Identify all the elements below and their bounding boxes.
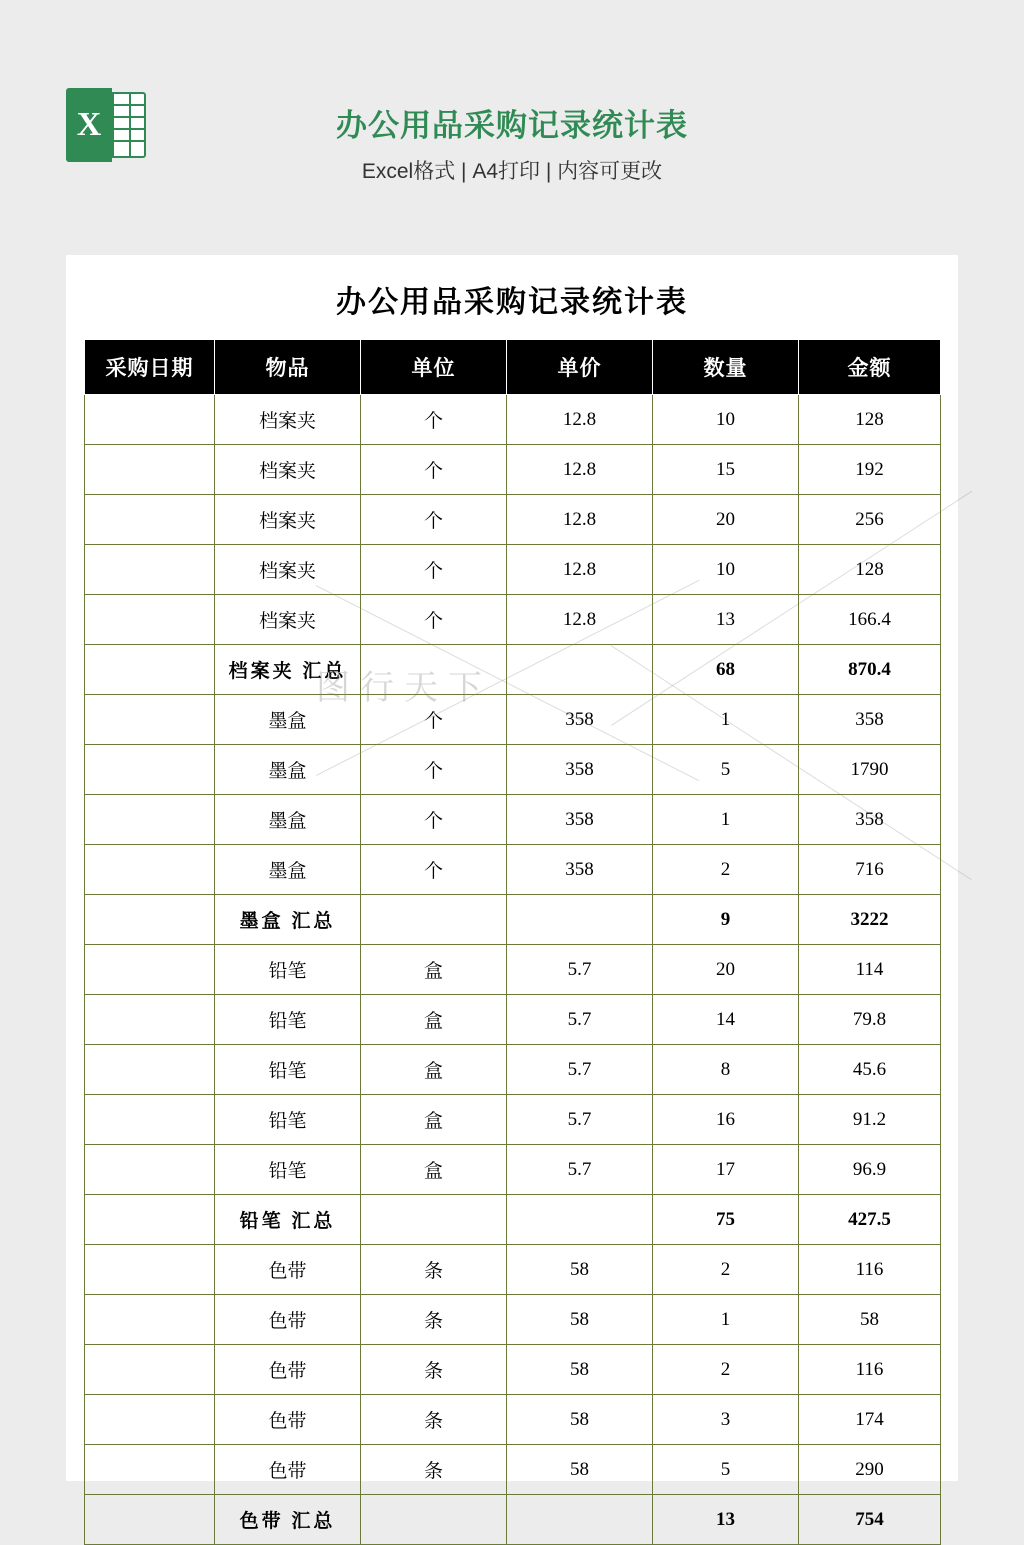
cell-date [85,495,215,545]
purchase-record-table [84,339,941,1545]
cell-unit: 条 [361,1295,507,1345]
cell-amount: 45.6 [799,1045,941,1095]
cell-qty: 2 [653,845,799,895]
table-row [85,395,941,445]
cell-date [85,945,215,995]
cell-unit: 个 [361,545,507,595]
cell-date [85,995,215,1045]
cell-unit: 个 [361,845,507,895]
cell-price: 12.8 [507,495,653,545]
cell-date [85,1395,215,1445]
cell-price: 58 [507,1445,653,1495]
cell-qty: 68 [653,645,799,695]
cell-item: 档案夹 汇总 [215,645,361,695]
cell-amount: 128 [799,395,941,445]
table-total-row [85,1195,941,1245]
cell-price: 358 [507,695,653,745]
cell-item: 色带 [215,1245,361,1295]
cell-date [85,745,215,795]
cell-date [85,1295,215,1345]
cell-amount: 1790 [799,745,941,795]
cell-price: 58 [507,1345,653,1395]
cell-price: 5.7 [507,1145,653,1195]
cell-price [507,1195,653,1245]
cell-amount: 166.4 [799,595,941,645]
cell-date [85,595,215,645]
cell-date [85,395,215,445]
cell-qty: 1 [653,795,799,845]
cell-item: 档案夹 [215,395,361,445]
cell-amount: 116 [799,1345,941,1395]
cell-qty: 10 [653,545,799,595]
table-row [85,1045,941,1095]
table-row [85,1245,941,1295]
table-row [85,945,941,995]
cell-item: 铅笔 [215,945,361,995]
table-row [85,545,941,595]
cell-qty: 2 [653,1345,799,1395]
cell-date [85,1195,215,1245]
table-row [85,795,941,845]
cell-price: 358 [507,795,653,845]
cell-amount: 128 [799,545,941,595]
table-row [85,745,941,795]
column-header-date: 采购日期 [85,340,215,395]
page-header [0,0,1024,255]
cell-amount: 58 [799,1295,941,1345]
cell-price: 5.7 [507,995,653,1045]
cell-item: 色带 [215,1445,361,1495]
cell-price: 12.8 [507,595,653,645]
table-row [85,845,941,895]
cell-amount: 192 [799,445,941,495]
cell-date [85,845,215,895]
column-header-item: 物品 [215,340,361,395]
document-sheet [66,255,958,1532]
cell-date [85,545,215,595]
cell-qty: 20 [653,945,799,995]
table-body [85,395,941,1545]
cell-item: 铅笔 [215,1095,361,1145]
cell-amount: 96.9 [799,1145,941,1195]
cell-item: 铅笔 [215,995,361,1045]
cell-qty: 1 [653,695,799,745]
excel-logo-letter: X [76,106,102,143]
cell-price: 12.8 [507,395,653,445]
cell-item: 色带 [215,1295,361,1345]
cell-amount: 174 [799,1395,941,1445]
cell-unit: 个 [361,795,507,845]
cell-amount: 358 [799,795,941,845]
cell-qty: 1 [653,1295,799,1345]
cell-unit: 条 [361,1345,507,1395]
cell-amount: 116 [799,1245,941,1295]
cell-item: 色带 [215,1345,361,1395]
cell-amount: 3222 [799,895,941,945]
cell-unit: 个 [361,395,507,445]
column-header-amount: 金额 [799,340,941,395]
cell-item: 墨盒 汇总 [215,895,361,945]
cell-date [85,1095,215,1145]
cell-qty: 5 [653,745,799,795]
cell-item: 档案夹 [215,445,361,495]
cell-price: 358 [507,745,653,795]
table-total-row [85,1495,941,1545]
cell-amount: 427.5 [799,1195,941,1245]
table-row [85,995,941,1045]
cell-item: 档案夹 [215,595,361,645]
column-header-price: 单价 [507,340,653,395]
cell-unit [361,895,507,945]
cell-unit: 个 [361,695,507,745]
cell-amount: 358 [799,695,941,745]
table-row [85,595,941,645]
column-header-qty: 数量 [653,340,799,395]
cell-qty: 20 [653,495,799,545]
table-total-row [85,895,941,945]
cell-amount: 870.4 [799,645,941,695]
cell-item: 墨盒 [215,745,361,795]
cell-unit: 盒 [361,1045,507,1095]
table-row [85,445,941,495]
table-row [85,1395,941,1445]
cell-price: 12.8 [507,545,653,595]
cell-item: 档案夹 [215,545,361,595]
watermark-text: 图行天下 [316,670,492,707]
cell-unit: 个 [361,445,507,495]
cell-amount: 716 [799,845,941,895]
cell-date [85,1245,215,1295]
cell-qty: 5 [653,1445,799,1495]
cell-unit [361,1495,507,1545]
cell-qty: 10 [653,395,799,445]
cell-qty: 15 [653,445,799,495]
cell-qty: 8 [653,1045,799,1095]
cell-qty: 13 [653,1495,799,1545]
cell-qty: 13 [653,595,799,645]
page-subtitle: Excel格式 | A4打印 | 内容可更改 [361,160,663,183]
cell-date [85,795,215,845]
cell-price: 58 [507,1245,653,1295]
cell-item: 铅笔 [215,1145,361,1195]
table-row [85,495,941,545]
cell-date [85,695,215,745]
cell-price [507,645,653,695]
cell-item: 墨盒 [215,795,361,845]
table-row [85,1295,941,1345]
cell-date [85,445,215,495]
cell-amount: 91.2 [799,1095,941,1145]
table-total-row [85,645,941,695]
cell-unit: 个 [361,745,507,795]
cell-date [85,645,215,695]
cell-amount: 114 [799,945,941,995]
cell-unit: 个 [361,495,507,545]
cell-qty: 17 [653,1145,799,1195]
cell-unit: 个 [361,595,507,645]
cell-qty: 14 [653,995,799,1045]
cell-item: 铅笔 [215,1045,361,1095]
cell-item: 色带 [215,1395,361,1445]
cell-unit: 盒 [361,995,507,1045]
cell-date [85,1045,215,1095]
cell-date [85,1495,215,1545]
cell-unit: 条 [361,1445,507,1495]
cell-price: 5.7 [507,945,653,995]
cell-amount: 79.8 [799,995,941,1045]
cell-date [85,1345,215,1395]
cell-price: 58 [507,1395,653,1445]
cell-price: 58 [507,1295,653,1345]
cell-amount: 256 [799,495,941,545]
cell-qty: 16 [653,1095,799,1145]
table-header-row [85,340,941,395]
cell-unit [361,1195,507,1245]
cell-item: 色带 汇总 [215,1495,361,1545]
cell-price [507,895,653,945]
table-row [85,1095,941,1145]
cell-qty: 2 [653,1245,799,1295]
cell-qty: 75 [653,1195,799,1245]
table-row [85,1345,941,1395]
cell-price: 12.8 [507,445,653,495]
cell-unit: 盒 [361,945,507,995]
cell-price: 5.7 [507,1095,653,1145]
cell-qty: 3 [653,1395,799,1445]
cell-price: 5.7 [507,1045,653,1095]
column-header-unit: 单位 [361,340,507,395]
cell-date [85,1145,215,1195]
cell-item: 墨盒 [215,845,361,895]
document-title: 办公用品采购记录统计表 [336,286,688,319]
cell-unit: 条 [361,1395,507,1445]
cell-unit [361,645,507,695]
table-row [85,1145,941,1195]
cell-unit: 盒 [361,1145,507,1195]
cell-date [85,1445,215,1495]
page-title: 办公用品采购记录统计表 [336,108,688,143]
cell-item: 铅笔 汇总 [215,1195,361,1245]
cell-price: 358 [507,845,653,895]
table-row [85,695,941,745]
cell-amount: 754 [799,1495,941,1545]
cell-item: 墨盒 [215,695,361,745]
table-row [85,1445,941,1495]
cell-price [507,1495,653,1545]
cell-date [85,895,215,945]
cell-item: 档案夹 [215,495,361,545]
cell-unit: 条 [361,1245,507,1295]
cell-qty: 9 [653,895,799,945]
cell-amount: 290 [799,1445,941,1495]
cell-unit: 盒 [361,1095,507,1145]
